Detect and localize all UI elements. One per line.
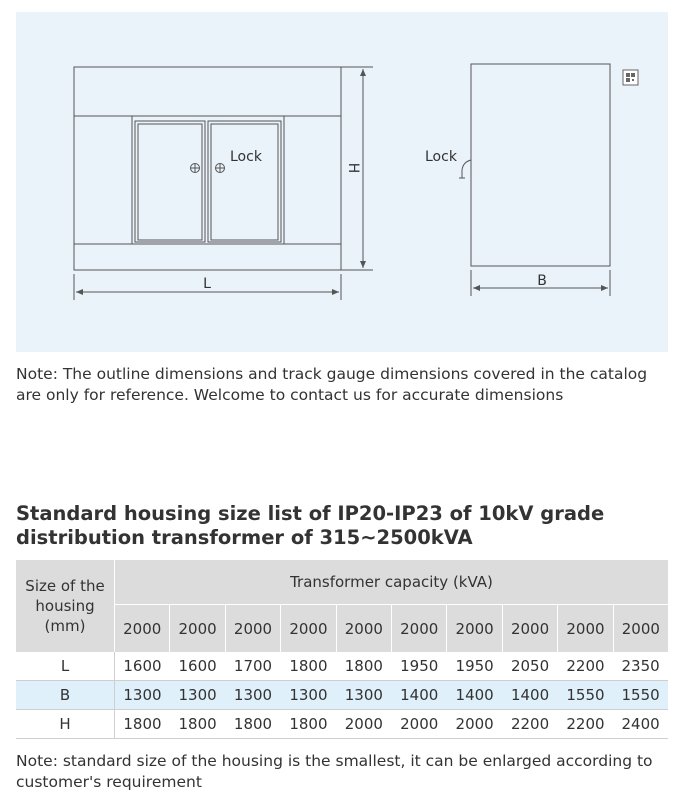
table-cell: 2200 <box>502 710 557 739</box>
table-cell: 2350 <box>613 652 668 681</box>
outline-drawing <box>16 12 668 352</box>
capacity-value: 2000 <box>502 605 557 652</box>
capacity-value: 2000 <box>115 605 170 652</box>
table-cell: 1550 <box>613 681 668 710</box>
table-cell: 1400 <box>447 681 502 710</box>
table-cell: 2000 <box>392 710 447 739</box>
capacity-value: 2000 <box>392 605 447 652</box>
housing-size-table <box>16 560 668 739</box>
size-header: Size of the housing (mm) <box>16 560 115 652</box>
capacity-value: 2000 <box>613 605 668 652</box>
table-header-row <box>16 560 668 605</box>
table-cell: 1400 <box>502 681 557 710</box>
qr-icon <box>623 70 638 85</box>
table-cell: 2000 <box>336 710 391 739</box>
capacity-values-row <box>16 605 668 652</box>
table-cell: 2200 <box>558 710 613 739</box>
table-row-b <box>16 681 668 710</box>
capacity-value: 2000 <box>170 605 225 652</box>
dimension-h-label: H <box>345 162 361 174</box>
row-label: L <box>16 652 115 681</box>
lock-label-side: Lock <box>425 149 457 165</box>
housing-note: Note: standard size of the housing is the smallest, it can be enlarged according to customer's requirement <box>16 752 653 791</box>
table-cell: 2000 <box>447 710 502 739</box>
row-label: H <box>16 710 115 739</box>
capacity-value: 2000 <box>558 605 613 652</box>
table-cell: 2400 <box>613 710 668 739</box>
outline-diagram <box>16 12 668 352</box>
table-cell: 2200 <box>558 652 613 681</box>
capacity-value: 2000 <box>225 605 280 652</box>
capacity-value: 2000 <box>281 605 336 652</box>
table-cell: 1600 <box>115 652 170 681</box>
table-cell: 1300 <box>170 681 225 710</box>
table-cell: 1700 <box>225 652 280 681</box>
table-cell: 1600 <box>170 652 225 681</box>
table-cell: 1950 <box>447 652 502 681</box>
lock-label-front: Lock <box>230 149 262 165</box>
table-cell: 1800 <box>115 710 170 739</box>
dimension-l-label: L <box>203 276 211 292</box>
table-cell: 1800 <box>225 710 280 739</box>
front-view <box>74 67 373 300</box>
table-cell: 1950 <box>392 652 447 681</box>
table-cell: 1300 <box>336 681 391 710</box>
table-row-h <box>16 710 668 739</box>
table-cell: 1800 <box>336 652 391 681</box>
dimension-b-label: B <box>537 273 547 289</box>
table-cell: 1550 <box>558 681 613 710</box>
table-cell: 1800 <box>281 652 336 681</box>
capacity-value: 2000 <box>447 605 502 652</box>
table-cell: 1300 <box>281 681 336 710</box>
side-view <box>459 64 610 296</box>
table-cell: 1400 <box>392 681 447 710</box>
section-title: Standard housing size list of IP20-IP23 of 10kV grade distribution transformer of 315~2500kVA <box>16 502 605 549</box>
capacity-value: 2000 <box>336 605 391 652</box>
table-row-l <box>16 652 668 681</box>
table-cell: 2050 <box>502 652 557 681</box>
table-cell: 1800 <box>170 710 225 739</box>
table-cell: 1300 <box>115 681 170 710</box>
capacity-header: Transformer capacity (kVA) <box>115 560 669 605</box>
table-cell: 1300 <box>225 681 280 710</box>
table-cell: 1800 <box>281 710 336 739</box>
row-label: B <box>16 681 115 710</box>
reference-note: Note: The outline dimensions and track gauge dimensions covered in the catalog are only for reference. Welcome to contact us for accurate dimensions <box>16 365 648 404</box>
